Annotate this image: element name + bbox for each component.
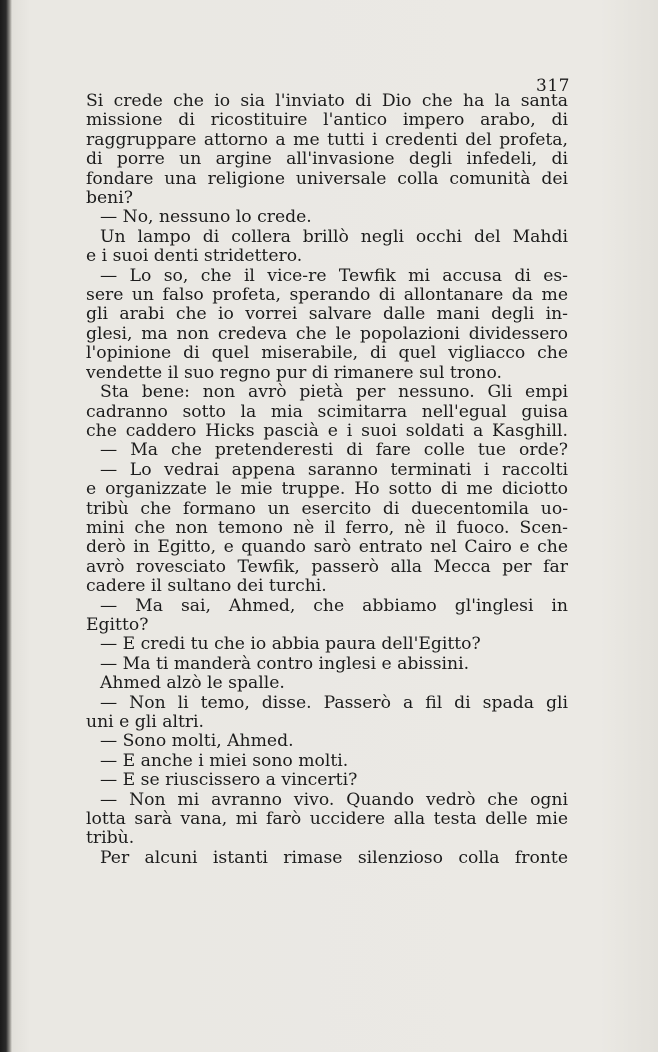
- text-line: missione di ricostituire l'antico impero arabo, di: [86, 111, 568, 131]
- text-line: di porre un argine all'invasione degli infedeli, di: [86, 150, 568, 170]
- text-line: tribù.: [86, 829, 135, 849]
- text-line: Ahmed alzò le spalle.: [100, 674, 285, 694]
- text-line: l'opinione di quel miserabile, di quel vigliacco che: [86, 344, 568, 364]
- text-line: cadranno sotto la mia scimitarra nell'egual guisa: [86, 402, 568, 422]
- text-line: Per alcuni istanti rimase silenzioso colla fronte: [100, 848, 568, 868]
- text-line: — Ma sai, Ahmed, che abbiamo gl'inglesi in: [100, 596, 568, 616]
- text-line: — No, nessuno lo crede.: [100, 208, 312, 228]
- text-line: tribù che formano un esercito di duecentomila uo-: [86, 499, 568, 519]
- text-line: beni?: [86, 189, 133, 209]
- text-line: Si crede che io sia l'inviato di Dio che ha la santa: [86, 92, 568, 111]
- text-line: e organizzate le mie truppe. Ho sotto di me diciotto: [86, 480, 568, 500]
- text-line: Sta bene: non avrò pietà per nessuno. Gli empi: [100, 383, 568, 403]
- text-line: mini che non temono nè il ferro, nè il fuoco. Scen-: [86, 518, 568, 538]
- text-line: che caddero Hicks pascià e i suoi soldati a Kasghill.: [86, 421, 568, 441]
- text-line: — E anche i miei sono molti.: [100, 751, 349, 771]
- text-line: glesi, ma non credeva che le popolazioni dividessero: [86, 324, 568, 344]
- text-line: Egitto?: [86, 615, 149, 635]
- text-line: — E se riuscissero a vincerti?: [100, 771, 358, 791]
- text-line: Un lampo di collera brillò negli occhi del Mahdi: [100, 227, 568, 247]
- text-line: derò in Egitto, e quando sarò entrato nel Cairo e che: [86, 538, 568, 558]
- page-number: 317: [536, 76, 570, 96]
- text-line: raggruppare attorno a me tutti i credenti del profeta,: [86, 130, 568, 150]
- text-line: — Ma che pretenderesti di fare colle tue orde?: [100, 441, 568, 461]
- text-line: vendette il suo regno pur di rimanere sul trono.: [86, 363, 502, 383]
- text-line: uni e gli altri.: [86, 713, 205, 732]
- text-line: — Ma ti manderà contro inglesi e abissini.: [100, 654, 470, 674]
- text-line: — Non li temo, disse. Passerò a fil di spada gli: [100, 693, 568, 713]
- text-line: — Non mi avranno vivo. Quando vedrò che ogni: [100, 790, 568, 810]
- body-text: [86, 92, 568, 868]
- text-line: e i suoi denti stridettero.: [86, 247, 303, 267]
- text-line: lotta sarà vana, mi farò uccidere alla testa delle mie: [86, 810, 568, 830]
- text-line: — E credi tu che io abbia paura dell'Egitto?: [100, 635, 481, 655]
- text-line: avrò rovesciato Tewfik, passerò alla Mecca per far: [86, 557, 568, 577]
- text-line: — Lo so, che il vice-re Tewfik mi accusa di es-: [100, 266, 568, 286]
- text-line: — Sono molti, Ahmed.: [100, 732, 294, 752]
- text-line: — Lo vedrai appena saranno terminati i raccolti: [100, 460, 568, 480]
- text-line: gli arabi che io vorrei salvare dalle mani degli in-: [86, 305, 568, 325]
- text-line: fondare una religione universale colla comunità dei: [86, 169, 568, 189]
- page-binding-edge: [0, 0, 12, 1052]
- text-line: sere un falso profeta, sperando di allontanare da me: [86, 286, 568, 306]
- text-line: cadere il sultano dei turchi.: [86, 577, 327, 597]
